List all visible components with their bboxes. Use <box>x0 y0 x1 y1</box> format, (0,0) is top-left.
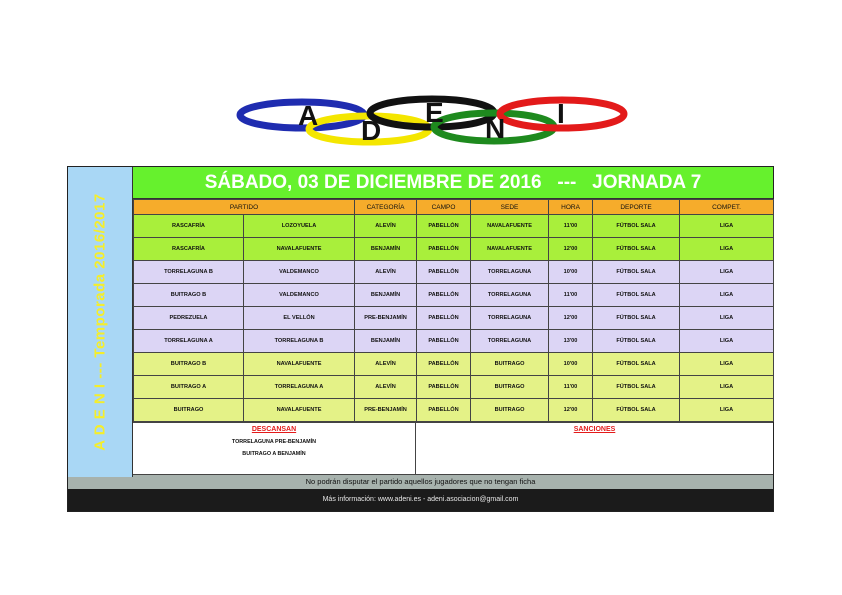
cell-time: 10'00 <box>549 353 593 376</box>
cell-field: PABELLÓN <box>417 261 471 284</box>
col-hora: HORA <box>549 200 593 215</box>
table-row <box>134 238 774 261</box>
table-row <box>134 215 774 238</box>
season-label: A D E N I --- Temporada 2016/2017 <box>91 193 109 451</box>
table-row <box>134 284 774 307</box>
cell-away: TORRELAGUNA A <box>244 376 355 399</box>
cell-home: RASCAFRÍA <box>134 215 244 238</box>
cell-category: ALEVÍN <box>355 215 417 238</box>
cell-category: ALEVÍN <box>355 261 417 284</box>
table-row <box>134 353 774 376</box>
schedule-sheet <box>67 166 774 512</box>
cell-sport: FÚTBOL SALA <box>593 215 680 238</box>
schedule-main <box>133 167 773 474</box>
cell-comp: LIGA <box>680 238 774 261</box>
cell-time: 10'00 <box>549 261 593 284</box>
cell-home: BUITRAGO B <box>134 353 244 376</box>
cell-away: NAVALAFUENTE <box>244 399 355 422</box>
cell-away: TORRELAGUNA B <box>244 330 355 353</box>
cell-sport: FÚTBOL SALA <box>593 307 680 330</box>
cell-category: ALEVÍN <box>355 353 417 376</box>
cell-category: BENJAMÍN <box>355 330 417 353</box>
logo-letter-a: A <box>298 100 319 131</box>
cell-comp: LIGA <box>680 376 774 399</box>
cell-away: LOZOYUELA <box>244 215 355 238</box>
cell-time: 11'00 <box>549 284 593 307</box>
cell-category: PRE-BENJAMÍN <box>355 399 417 422</box>
logo-letter-e: E <box>425 97 444 128</box>
cell-home: BUITRAGO A <box>134 376 244 399</box>
cell-category: BENJAMÍN <box>355 238 417 261</box>
cell-venue: TORRELAGUNA <box>471 261 549 284</box>
cell-category: BENJAMÍN <box>355 284 417 307</box>
cell-time: 12'00 <box>549 399 593 422</box>
cell-comp: LIGA <box>680 399 774 422</box>
cell-venue: BUITRAGO <box>471 399 549 422</box>
cell-venue: BUITRAGO <box>471 376 549 399</box>
cell-time: 13'00 <box>549 330 593 353</box>
descansan-item: BUITRAGO A BENJAMÍN <box>242 451 306 457</box>
col-deporte: DEPORTE <box>593 200 680 215</box>
cell-time: 11'00 <box>549 215 593 238</box>
table-header-row <box>134 200 774 215</box>
cell-field: PABELLÓN <box>417 238 471 261</box>
cell-comp: LIGA <box>680 215 774 238</box>
cell-sport: FÚTBOL SALA <box>593 353 680 376</box>
sanciones-title: SANCIONES <box>573 426 616 433</box>
adeni-logo <box>232 94 630 152</box>
table-row <box>134 399 774 422</box>
cell-time: 12'00 <box>549 238 593 261</box>
matchday-title: SÁBADO, 03 DE DICIEMBRE DE 2016 --- JORNADA 7 <box>133 167 773 199</box>
col-categoria: CATEGORÍA <box>355 200 417 215</box>
season-sidebar <box>68 167 133 477</box>
table-row <box>134 307 774 330</box>
cell-time: 12'00 <box>549 307 593 330</box>
cell-home: RASCAFRÍA <box>134 238 244 261</box>
cell-venue: TORRELAGUNA <box>471 284 549 307</box>
cell-comp: LIGA <box>680 330 774 353</box>
table-row <box>134 376 774 399</box>
cell-home: BUITRAGO <box>134 399 244 422</box>
logo-letter-n: N <box>485 113 506 144</box>
cell-category: PRE-BENJAMÍN <box>355 307 417 330</box>
cell-field: PABELLÓN <box>417 215 471 238</box>
cell-venue: TORRELAGUNA <box>471 307 549 330</box>
cell-sport: FÚTBOL SALA <box>593 376 680 399</box>
cell-venue: NAVALAFUENTE <box>471 238 549 261</box>
cell-field: PABELLÓN <box>417 307 471 330</box>
cell-venue: BUITRAGO <box>471 353 549 376</box>
match-table <box>133 199 774 422</box>
cell-sport: FÚTBOL SALA <box>593 238 680 261</box>
cell-comp: LIGA <box>680 307 774 330</box>
cell-away: NAVALAFUENTE <box>244 238 355 261</box>
cell-field: PABELLÓN <box>417 376 471 399</box>
descansan-panel <box>133 423 416 474</box>
col-sede: SEDE <box>471 200 549 215</box>
cell-away: EL VELLÓN <box>244 307 355 330</box>
cell-venue: TORRELAGUNA <box>471 330 549 353</box>
cell-away: NAVALAFUENTE <box>244 353 355 376</box>
cell-comp: LIGA <box>680 284 774 307</box>
cell-field: PABELLÓN <box>417 399 471 422</box>
contact-footer: Más información: www.adeni.es - adeni.asociacion@gmail.com <box>68 489 773 511</box>
cell-home: BUITRAGO B <box>134 284 244 307</box>
table-row <box>134 261 774 284</box>
descansan-item: TORRELAGUNA PRE-BENJAMÍN <box>231 439 317 445</box>
cell-venue: NAVALAFUENTE <box>471 215 549 238</box>
col-campo: CAMPO <box>417 200 471 215</box>
cell-away: VALDEMANCO <box>244 261 355 284</box>
sanciones-panel <box>416 423 773 474</box>
cell-field: PABELLÓN <box>417 330 471 353</box>
cell-comp: LIGA <box>680 353 774 376</box>
cell-category: ALEVÍN <box>355 376 417 399</box>
logo-letter-d: D <box>361 115 382 146</box>
col-partido: PARTIDO <box>134 200 355 215</box>
logo-letter-i: I <box>557 98 565 129</box>
cell-home: PEDREZUELA <box>134 307 244 330</box>
table-row <box>134 330 774 353</box>
cell-field: PABELLÓN <box>417 284 471 307</box>
cell-time: 11'00 <box>549 376 593 399</box>
cell-home: TORRELAGUNA A <box>134 330 244 353</box>
descansan-title: DESCANSAN <box>251 426 297 433</box>
cell-sport: FÚTBOL SALA <box>593 330 680 353</box>
cell-away: VALDEMANCO <box>244 284 355 307</box>
cell-field: PABELLÓN <box>417 353 471 376</box>
cell-sport: FÚTBOL SALA <box>593 261 680 284</box>
cell-sport: FÚTBOL SALA <box>593 284 680 307</box>
eligibility-notice: No podrán disputar el partido aquellos jugadores que no tengan ficha <box>68 474 773 489</box>
cell-home: TORRELAGUNA B <box>134 261 244 284</box>
cell-sport: FÚTBOL SALA <box>593 399 680 422</box>
bottom-panels <box>133 422 773 474</box>
col-compet: COMPET. <box>680 200 774 215</box>
cell-comp: LIGA <box>680 261 774 284</box>
